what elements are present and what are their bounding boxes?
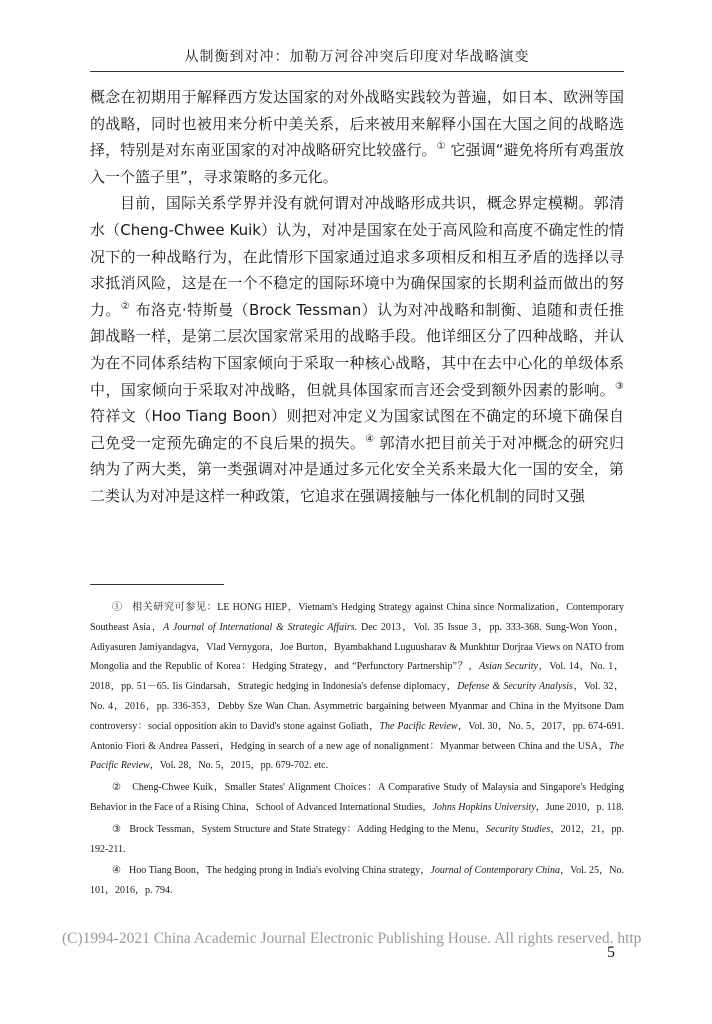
footnote-2-text-a: Cheng-Chwee Kuik，Smaller States' Alignment Choices：A Comparative Study of Malaysia and Singapore's Hedging Behavior in the Face of a Rising China，School of Advanced International Studies， — [90, 782, 625, 813]
footnote-ref-1[interactable]: ① — [436, 141, 446, 153]
paragraph-1-tail: 它强调“避免将所有鸡蛋放入一个篮子里”，寻求策略的多元化。 — [90, 141, 625, 186]
footnotes — [90, 598, 624, 903]
paragraph-1 — [90, 84, 624, 190]
paragraph-2-sentence-2: 布洛克·特斯曼（Brock Tessman）认为对冲战略和制衡、追随和责任推卸战略一样，是第二层次国家常采用的战略手段。他详细区分了四种战略，并认为在不同体系结构下国家倾向于采取一种核心战略，其中在去中心化的单级体系中，国家倾向于采取对冲战略，但就具体国家而言还会受到额外因素的影响。 — [90, 300, 624, 399]
copyright-watermark: (C)1994-2021 China Academic Journal Electronic Publishing House. All rights reserved. http — [62, 930, 642, 947]
footnote-3-mark: ③ — [112, 823, 122, 835]
footnote-4-text-b: ，Vol. 25，No. 101，2016，p. 794. — [90, 865, 625, 897]
footnote-4-mark: ④ — [112, 865, 122, 877]
footnote-2 — [90, 778, 624, 818]
footnote-3 — [90, 820, 624, 860]
paragraph-2-sentence-3: 符祥文（Hoo Tiang Boon）则把对冲定义为国家试图在不确定的环境下确保自己免受一定预先确定的不良后果的损失。 — [90, 407, 624, 452]
paragraph-1-text: 概念在初期用于解释西方发达国家的对外战略实践较为普遍，如日本、欧洲等国的战略，同时也被用来分析中美关系，后来被用来解释小国在大国之间的战略选择，特别是对东南亚国家的对冲战略研究比较盛行。 — [90, 88, 624, 160]
footnote-1-journal-d: The Pacific Review — [379, 720, 458, 732]
paragraph-2-sentence-4: 郭清水把目前关于对冲概念的研究归纳为了两大类，第一类强调对冲是通过多元化安全关系来最大化一国的安全，第二类认为对冲是这样一种政策，它追求在强调接触与一体化机制的同时又强 — [90, 433, 624, 505]
running-header: 从制衡到对冲：加勒万河谷冲突后印度对华战略演变 — [184, 49, 530, 65]
footnote-4 — [90, 861, 624, 901]
footnote-1-journal-e: The Pacific Review — [90, 740, 624, 772]
header-rule — [90, 71, 624, 72]
footnote-2-mark: ② — [112, 782, 122, 794]
footnote-4-journal: Journal of Contemporary China — [430, 865, 560, 877]
footnote-4-text-a: Hoo Tiang Boon，The hedging prong in India's evolving China strategy， — [128, 865, 431, 877]
footnote-1-text-c: ，Vol. 14，No. 1，2018，pp. 51－65. Iis Gindarsah，Strategic hedging in Indonesia's defense diplomacy， — [90, 661, 624, 693]
footnote-1 — [90, 598, 624, 776]
body-text — [90, 84, 624, 510]
footnote-3-text-b: ，2012，21，pp. 192-211. — [90, 823, 625, 855]
footnote-separator — [90, 584, 224, 585]
footnote-1-text-e: ，Vol. 30，No. 5，2017，pp. 674-691. Antonio Fiori & Andrea Passeri，Hedging in search of a new age of nonalignment：Myanmar between China and the USA， — [90, 720, 624, 752]
footnote-1-journal-b: Asian Security — [479, 661, 538, 673]
paragraph-2 — [90, 190, 624, 509]
footnote-1-mark: ① — [112, 602, 123, 613]
footnote-ref-3[interactable]: ③ — [615, 380, 624, 392]
footnote-1-journal-a: A Journal of International & Strategic Affairs — [163, 621, 355, 633]
footnote-2-journal: Johns Hopkins University — [432, 801, 536, 813]
footnote-1-text-d: ，Vol. 32，No. 4，2016，pp. 336-353，Debby Sze Wan Chan. Asymmetric bargaining between Myanmar and China in the Myitsone Dam controversy：social opposition akin to David's stone against Goliath， — [90, 681, 624, 732]
page-number: 5 — [607, 944, 615, 961]
paragraph-2-sentence-1: 目前，国际关系学界并没有就何谓对冲战略形成共识，概念界定模糊。郭清水（Cheng-Chwee Kuik）认为，对冲是国家在处于高风险和高度不确定性的情况下的一种战略行为，在此情形下国家通过追求多项相反和相互矛盾的选择以寻求抵消风险，这是在一个不稳定的国际环境中为确保国家的长期利益而做出的努力。 — [90, 194, 624, 319]
footnote-1-text-f: ，Vol. 28，No. 5，2015，pp. 679-702. etc. — [149, 760, 329, 772]
footnote-ref-4[interactable]: ④ — [365, 433, 375, 445]
footnote-ref-2[interactable]: ② — [120, 300, 131, 312]
footnote-3-text-a: Brock Tessman，System Structure and State Strategy：Adding Hedging to the Menu， — [129, 823, 486, 835]
footnote-1-text-b: . Dec 2013，Vol. 35 Issue 3，pp. 333-368. Sung-Won Yoon，Adiyasuren Jamiyandagva，Vlad Vernygora，Joe Burton，Byambakhand Luguusharav & Munkhtur Dorjraa Views on NATO from Mongolia and the Republic of Korea：Hedging Strategy，and “Perfunctory Partnership”？， — [90, 621, 625, 673]
footnote-1-journal-c: Defense & Security Analysis — [457, 681, 573, 693]
footnote-2-text-b: ，June 2010，p. 118. — [535, 801, 624, 813]
footnote-1-text-a: 相关研究可参见：LE HONG HIEP，Vietnam's Hedging Strategy against China since Normalization，Contemporary Southeast Asia， — [90, 602, 625, 633]
footnote-3-journal: Security Studies — [485, 823, 551, 835]
